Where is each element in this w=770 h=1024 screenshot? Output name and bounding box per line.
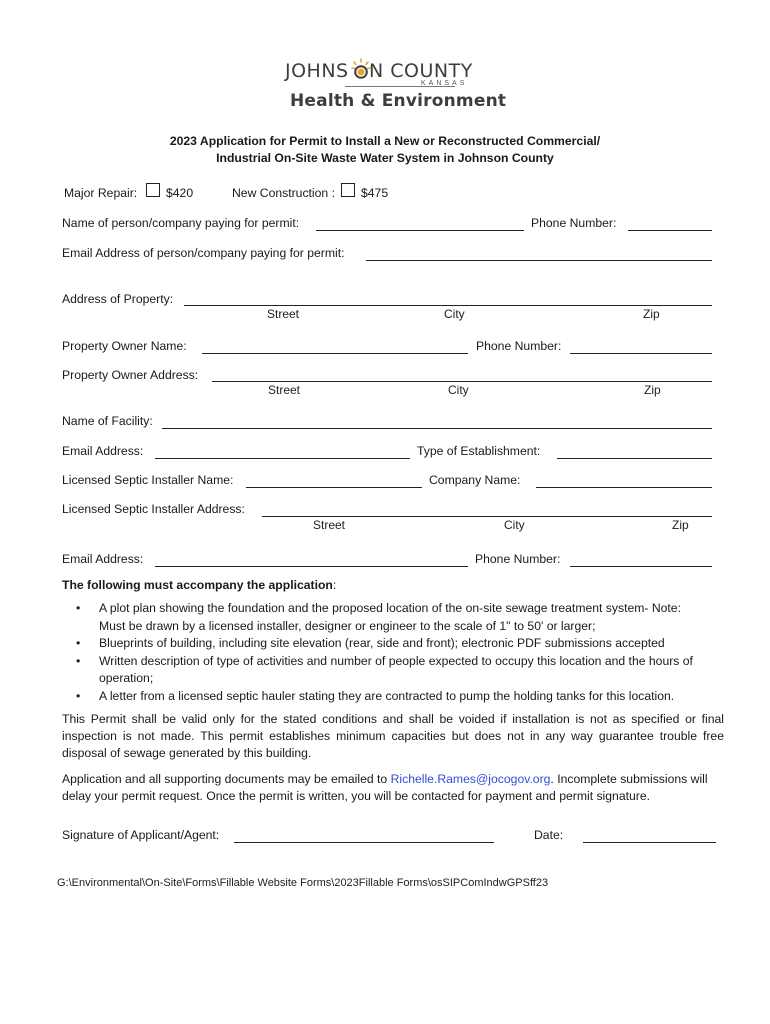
requirement-item-blueprints xyxy=(62,635,722,653)
requirement-line: Must be drawn by a licensed installer, designer or engineer to the scale of 1" to 50' or larger; xyxy=(99,618,596,633)
property-street-sublabel: Street xyxy=(267,307,300,321)
sun-icon xyxy=(351,58,371,82)
owner-address-field[interactable] xyxy=(212,381,712,382)
date-label: Date: xyxy=(534,828,564,842)
owner-zip-sublabel: Zip xyxy=(644,383,661,397)
new-construction-label: New Construction : xyxy=(232,186,335,200)
major-repair-label: Major Repair: xyxy=(64,186,138,200)
company-name-field[interactable] xyxy=(536,487,712,488)
installer-phone-label: Phone Number: xyxy=(475,552,561,566)
requirement-line: A plot plan showing the foundation and the proposed location of the on-site sewage treatment system- Note: xyxy=(99,601,681,615)
requirement-item-plot-plan xyxy=(62,600,722,635)
logo-department: Health & Environment xyxy=(290,91,507,111)
logo-state: KANSAS xyxy=(421,80,468,87)
owner-name-field[interactable] xyxy=(202,353,468,354)
establishment-type-field[interactable] xyxy=(557,458,712,459)
payer-name-label: Name of person/company paying for permit: xyxy=(62,216,300,230)
requirements-heading xyxy=(62,578,336,592)
facility-email-label: Email Address: xyxy=(62,444,144,458)
major-repair-checkbox[interactable] xyxy=(146,183,160,197)
facility-email-field[interactable] xyxy=(155,458,410,459)
validity-paragraph: This Permit shall be valid only for the stated conditions and shall be voided if installation is not as specified or final inspection is not made. This permit establishes minimum capacities but does not in any way guarantee trouble free disposal of sewage generated by this building. xyxy=(62,712,724,761)
form-title-line1: 2023 Application for Permit to Install a New or Reconstructed Commercial/ xyxy=(169,134,601,148)
submission-text-before: Application and all supporting documents may be emailed to xyxy=(62,772,391,786)
requirement-line: A letter from a licensed septic hauler stating they are contracted to pump the holding tanks for this location. xyxy=(99,688,675,703)
installer-email-field[interactable] xyxy=(155,566,468,567)
property-address-field[interactable] xyxy=(184,305,712,306)
installer-email-label: Email Address: xyxy=(62,552,144,566)
new-construction-price: $475 xyxy=(361,186,389,200)
requirement-item-hauler-letter xyxy=(62,688,722,706)
payer-phone-label: Phone Number: xyxy=(531,216,617,230)
establishment-type-label: Type of Establishment: xyxy=(417,444,541,458)
requirements-heading-text: The following must accompany the application xyxy=(62,578,333,592)
installer-address-field[interactable] xyxy=(262,516,712,517)
facility-name-label: Name of Facility: xyxy=(62,414,153,428)
owner-address-label: Property Owner Address: xyxy=(62,368,199,382)
requirement-line: Written description of type of activities and number of people expected to occupy this location and the hours of xyxy=(99,653,693,668)
logo-name-part1: JOHNS xyxy=(285,60,349,82)
bullet-icon: • xyxy=(76,636,81,650)
installer-zip-sublabel: Zip xyxy=(672,518,689,532)
submission-paragraph xyxy=(62,771,724,805)
payer-email-field[interactable] xyxy=(366,260,712,261)
signature-field[interactable] xyxy=(234,842,494,843)
date-field[interactable] xyxy=(583,842,716,843)
installer-phone-field[interactable] xyxy=(570,566,712,567)
property-address-label: Address of Property: xyxy=(62,292,174,306)
installer-street-sublabel: Street xyxy=(313,518,346,532)
bullet-icon: • xyxy=(76,653,81,668)
contact-email-link[interactable]: Richelle.Rames@jocogov.org xyxy=(390,772,551,786)
johnson-county-logo xyxy=(285,56,507,114)
company-name-label: Company Name: xyxy=(429,473,521,487)
owner-street-sublabel: Street xyxy=(268,383,301,397)
form-title-line2: Industrial On-Site Waste Water System in Johnson County xyxy=(216,151,554,165)
requirement-line: operation; xyxy=(99,671,154,685)
requirement-line: Blueprints of building, including site elevation (rear, side and front); electronic PDF submissions accepted xyxy=(99,636,665,650)
payer-name-field[interactable] xyxy=(316,230,524,231)
submission-text-after: . Incomplete submissions will delay your permit request. Once the permit is written, you will be contacted for payment and permit signature. xyxy=(62,772,708,804)
facility-name-field[interactable] xyxy=(162,428,712,429)
signature-label: Signature of Applicant/Agent: xyxy=(62,828,220,842)
major-repair-price: $420 xyxy=(166,186,194,200)
requirement-item-description xyxy=(62,653,722,688)
property-city-sublabel: City xyxy=(444,307,465,321)
owner-name-label: Property Owner Name: xyxy=(62,339,187,353)
property-zip-sublabel: Zip xyxy=(643,307,660,321)
installer-city-sublabel: City xyxy=(504,518,525,532)
file-path-footer: G:\Environmental\On-Site\Forms\Fillable Website Forms\2023Fillable Forms\osSIPComIndwGPSff23 xyxy=(57,877,549,889)
installer-name-field[interactable] xyxy=(246,487,422,488)
owner-city-sublabel: City xyxy=(448,383,469,397)
requirements-list xyxy=(62,600,722,705)
bullet-icon: • xyxy=(76,601,81,615)
bullet-icon: • xyxy=(76,688,81,703)
owner-phone-label: Phone Number: xyxy=(476,339,562,353)
installer-address-label: Licensed Septic Installer Address: xyxy=(62,502,245,516)
requirements-heading-colon: : xyxy=(332,578,337,592)
owner-phone-field[interactable] xyxy=(570,353,712,354)
payer-email-label: Email Address of person/company paying for permit: xyxy=(62,246,345,260)
payer-phone-field[interactable] xyxy=(628,230,712,231)
new-construction-checkbox[interactable] xyxy=(341,183,355,197)
installer-name-label: Licensed Septic Installer Name: xyxy=(62,473,234,487)
logo-name-part2: N COUNTY xyxy=(369,60,473,82)
